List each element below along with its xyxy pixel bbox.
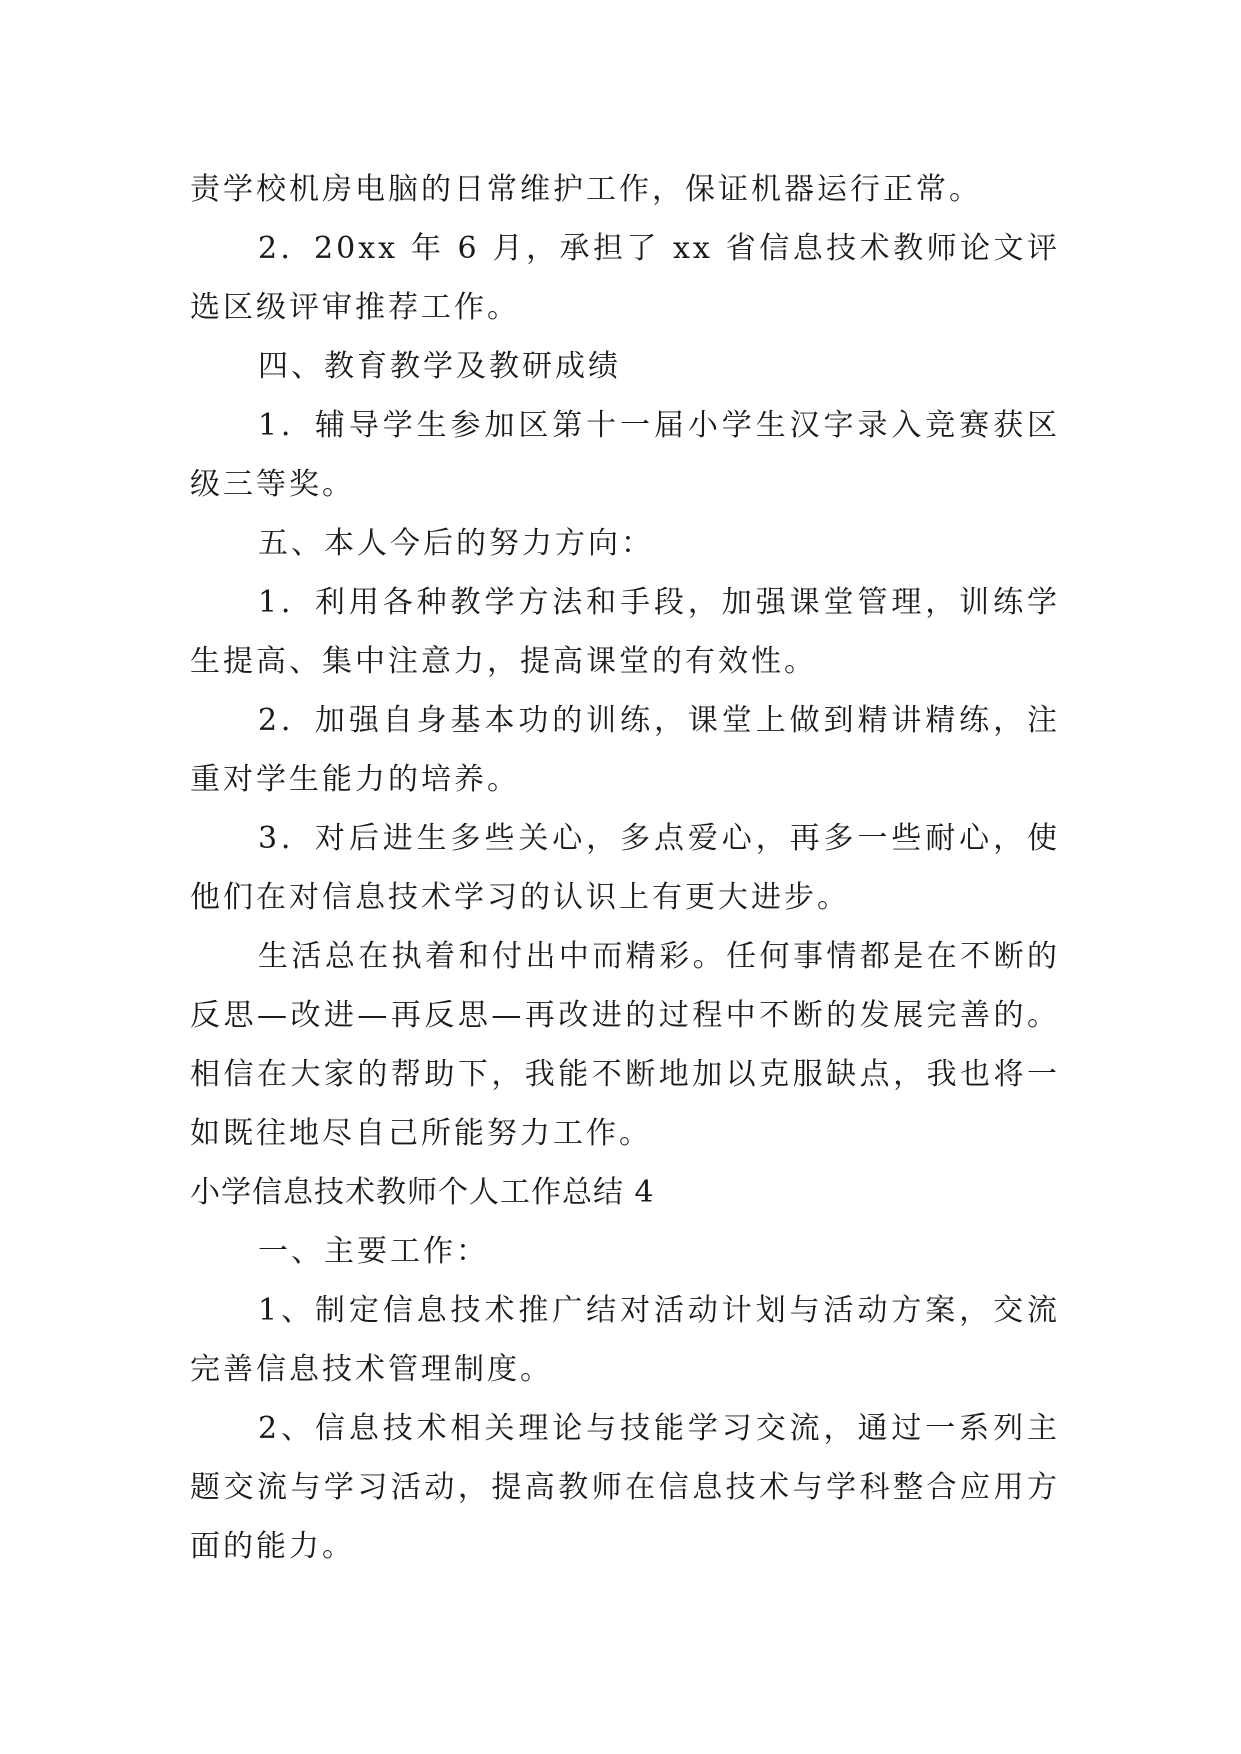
paragraph-item-1-competition: 1．辅导学生参加区第十一届小学生汉字录入竞赛获区级三等奖。	[190, 408, 1060, 502]
paragraph-item-2-review-work: 2．20xx 年 6 月，承担了 xx 省信息技术教师论文评选区级评审推荐工作。	[190, 231, 1060, 325]
paragraph-continuation: 责学校机房电脑的日常维护工作，保证机器运行正常。	[190, 172, 982, 207]
paragraph-item-2-exchange: 2、信息技术相关理论与技能学习交流，通过一系列主题交流与学习活动，提高教师在信息技术与学科整合应用方面的能力。	[190, 1411, 1060, 1564]
section-heading-main-work: 一、主要工作：	[258, 1234, 489, 1269]
section-heading-future-direction: 五、本人今后的努力方向：	[258, 526, 654, 561]
document-body	[190, 160, 1060, 1576]
paragraph-conclusion: 生活总在执着和付出中而精彩。任何事情都是在不断的反思—改进—再反思—再改进的过程中不断的发展完善的。相信在大家的帮助下，我能不断地加以克服缺点，我也将一如既往地尽自己所能努力工作。	[190, 939, 1060, 1151]
section-heading-achievements: 四、教育教学及教研成绩	[258, 349, 621, 384]
paragraph-item-1-teaching-methods: 1．利用各种教学方法和手段，加强课堂管理，训练学生提高、集中注意力，提高课堂的有效性。	[190, 585, 1060, 679]
paragraph-item-1-plan: 1、制定信息技术推广结对活动计划与活动方案，交流完善信息技术管理制度。	[190, 1293, 1060, 1387]
section-title: 小学信息技术教师个人工作总结 4	[190, 1175, 655, 1210]
paragraph-item-2-basic-skills: 2．加强自身基本功的训练，课堂上做到精讲精练，注重对学生能力的培养。	[190, 703, 1060, 797]
paragraph-item-3-care: 3．对后进生多些关心，多点爱心，再多一些耐心，使他们在对信息技术学习的认识上有更大进步。	[190, 821, 1060, 915]
